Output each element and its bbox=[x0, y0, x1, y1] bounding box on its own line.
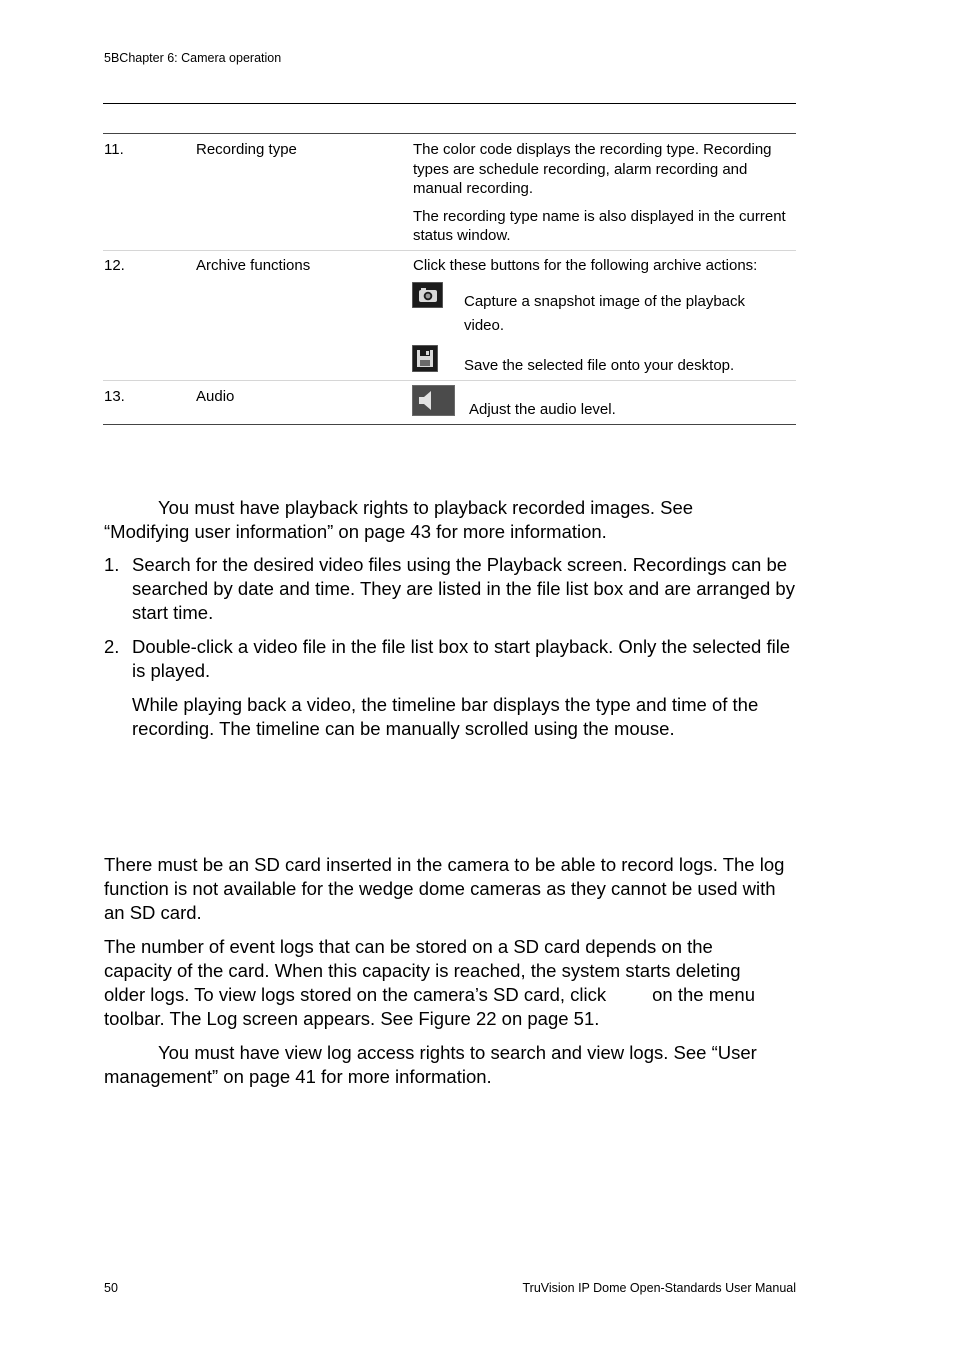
event-logs-text: The number of event logs that can be stored on a SD card depends on the capacity of the card. When this capacity is reached, the system starts deleting older logs. To view logs stored on the camera’s SD card, click bbox=[104, 936, 741, 1005]
step-number: 1. bbox=[104, 554, 120, 575]
description-paragraph: The color code displays the recording type. Recording types are schedule recording, alarm recording and manual recording. bbox=[413, 141, 772, 197]
camera-icon bbox=[412, 282, 443, 308]
step-text: Double-click a video file in the file list box to start playback. Only the selected file is played. bbox=[132, 636, 791, 681]
snapshot-description: Capture a snapshot image of the playback video. bbox=[464, 293, 746, 334]
step-text: Search for the desired video files using the Playback screen. Recordings can be searched by date and time. They are listed in the file list box and are arranged by start time. bbox=[132, 554, 795, 623]
row-divider bbox=[103, 250, 796, 251]
page-number: 50 bbox=[104, 1281, 118, 1295]
row-label: Archive functions bbox=[196, 257, 311, 274]
step-extra-text: While playing back a video, the timeline bar displays the type and time of the recording. The timeline can be manually scrolled using the mouse. bbox=[132, 694, 759, 739]
floppy-disk-icon bbox=[412, 345, 438, 372]
row-label: Recording type bbox=[196, 141, 297, 158]
save-description: Save the selected file onto your desktop. bbox=[464, 357, 735, 374]
event-logs-text-continued: on the menu toolbar. The Log screen appears. See Figure 22 on page 51. bbox=[104, 984, 755, 1029]
table-bottom-border bbox=[103, 424, 796, 425]
header-rule bbox=[103, 103, 796, 104]
speaker-icon bbox=[412, 385, 455, 416]
row-divider bbox=[103, 380, 796, 381]
running-header: 5BChapter 6: Camera operation bbox=[104, 51, 282, 65]
playback-rights-note: You must have playback rights to playback recorded images. See “Modifying user information” on page 43 for more information. bbox=[104, 497, 694, 542]
log-rights-note: You must have view log access rights to search and view logs. See “User management” on page 41 for more information. bbox=[104, 1042, 757, 1087]
row-description bbox=[413, 140, 799, 246]
manual-title: TruVision IP Dome Open-Standards User Manual bbox=[522, 1281, 796, 1295]
description-paragraph: The recording type name is also displayed in the current status window. bbox=[413, 207, 786, 244]
row-description-intro: Click these buttons for the following archive actions: bbox=[413, 257, 758, 274]
row-number: 11. bbox=[104, 141, 124, 158]
event-logs-paragraph bbox=[104, 935, 784, 1031]
sd-card-paragraph: There must be an SD card inserted in the camera to be able to record logs. The log function is not available for the wedge dome cameras as they cannot be used with an SD card. bbox=[104, 854, 785, 923]
row-number: 12. bbox=[104, 257, 125, 274]
audio-description: Adjust the audio level. bbox=[469, 401, 616, 418]
step-number: 2. bbox=[104, 636, 120, 657]
table-top-border bbox=[103, 133, 796, 134]
row-label: Audio bbox=[196, 388, 235, 405]
row-number: 13. bbox=[104, 388, 125, 405]
